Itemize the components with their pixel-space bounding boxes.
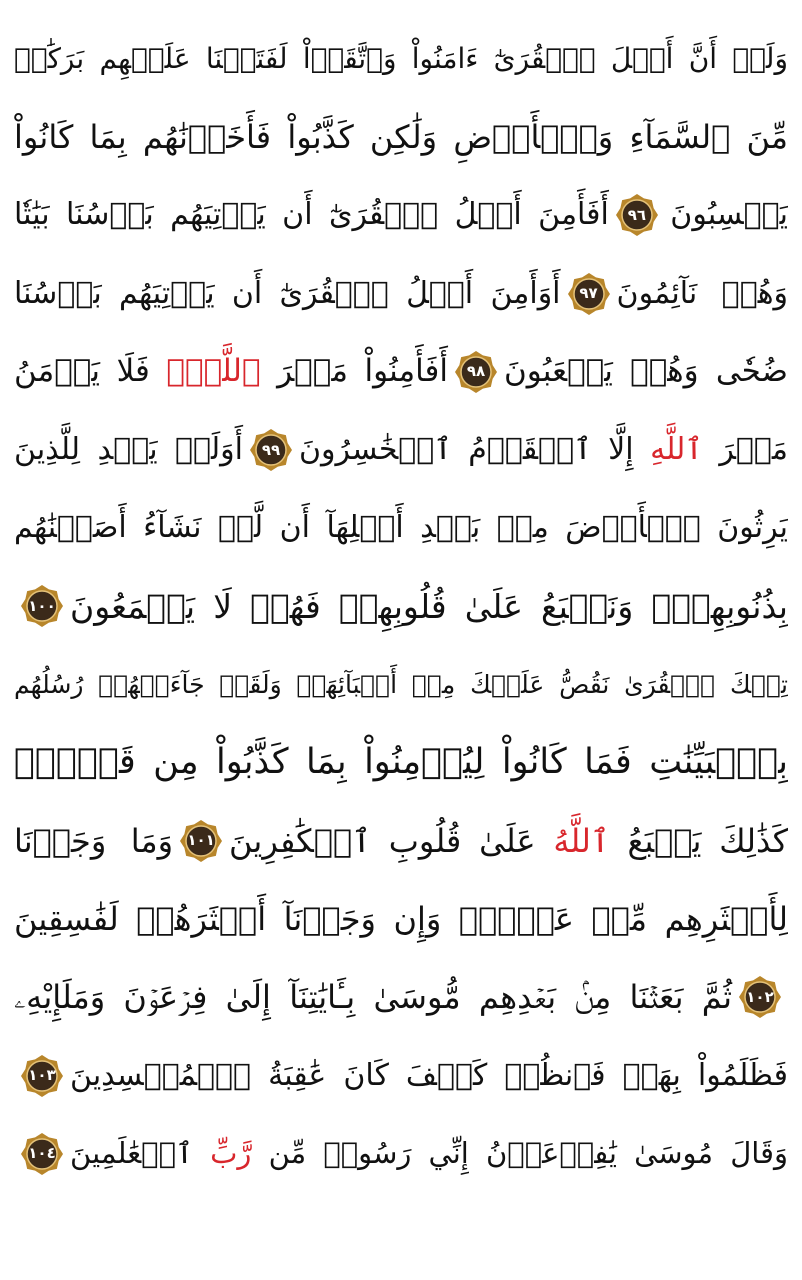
verse-line-text — [14, 821, 174, 860]
verse-line-text — [14, 42, 788, 76]
verse-line-text — [14, 510, 788, 546]
verse-text: وَهُمۡ نَآئِمُونَ — [616, 275, 788, 311]
verse-line-text — [70, 586, 788, 626]
verse-text: وَقَالَ مُوسَىٰ يَٰفِرۡعَوۡنُ إِنِّي رَسُولٞ مِّن — [268, 1136, 788, 1171]
ayah-number-marker — [738, 975, 782, 1019]
ayah-number: ٩٦ — [627, 205, 647, 224]
verse-text: بِٱلۡبَيِّنَٰتِ فَمَا كَانُواْ لِيُؤۡمِنُواْ بِمَا كَذَّبُواْ مِن قَبۡلُۚ — [14, 742, 788, 783]
ayah-number: ٩٩ — [261, 440, 281, 459]
verse-text: ضُحٗى وَهُمۡ يَلۡعَبُونَ — [503, 353, 788, 390]
ayah-number: ١٠١ — [187, 831, 215, 850]
verse-line — [14, 880, 788, 958]
verse-text: أَفَأَمِنُواْ مَكۡرَ — [277, 353, 448, 390]
verse-text: أَوَلَمۡ يَهۡدِ لِلَّذِينَ — [14, 432, 244, 468]
ayah-number-marker — [20, 1054, 64, 1098]
verse-text: ثُمَّ بَعَثۡنَا مِنۢ بَعۡدِهِم مُّوسَىٰ بِـَٔايَٰتِنَآ إِلَىٰ فِرۡعَوۡنَ وَمَلَإِيْهِۦ — [14, 978, 732, 1017]
verse-line — [14, 567, 788, 645]
verse-text: كَذَٰلِكَ يَطۡبَعُ — [627, 821, 788, 860]
ayah-number-marker — [179, 819, 223, 863]
verse-line-text — [14, 118, 788, 157]
verse-text: أَفَأَمِنَ أَهۡلُ ٱلۡقُرَىٰٓ أَن يَأۡتِيَهُم بَأۡسُنَا بَيَٰتٗا — [14, 197, 609, 233]
verse-text: وَمَا وَجَدۡنَا — [14, 821, 174, 860]
verse-line — [14, 411, 788, 489]
ayah-number-marker — [20, 1132, 64, 1176]
verse-text: لِأَكۡثَرِهِم مِّنۡ عَهۡدٖۖ وَإِن وَجَدۡنَآ أَكۡثَرَهُمۡ لَفَٰسِقِينَ — [14, 900, 788, 939]
verse-text: إِلَّا ٱلۡقَوۡمُ ٱلۡخَٰسِرُونَ — [299, 432, 634, 468]
verse-line-text — [14, 670, 788, 700]
verse-text: تِلۡكَ ٱلۡقُرَىٰ نَقُصُّ عَلَيۡكَ مِنۡ أَنۢبَآئِهَاۚ وَلَقَدۡ جَآءَتۡهُمۡ رُسُلُهُم — [14, 670, 788, 700]
verse-line — [14, 489, 788, 567]
verse-line — [14, 333, 788, 411]
verse-line-text — [14, 978, 732, 1017]
ayah-number-marker — [249, 428, 293, 472]
verse-line-text — [14, 900, 788, 939]
verse-text: ٱلۡعَٰلَمِينَ — [70, 1136, 193, 1171]
verse-line — [14, 1115, 788, 1193]
verse-line-text — [70, 1136, 788, 1171]
verse-text: مِّنَ ٱلسَّمَآءِ وَٱلۡأَرۡضِ وَلَٰكِن كَذَّبُواْ فَأَخَذۡنَٰهُم بِمَا كَانُواْ — [14, 118, 788, 157]
ayah-number: ٩٨ — [466, 362, 486, 381]
verse-line — [14, 176, 788, 254]
verse-text: فَلَا يَأۡمَنُ — [14, 353, 150, 390]
ayah-number: ١٠٠ — [28, 596, 56, 615]
verse-text: وَلَوۡ أَنَّ أَهۡلَ ٱلۡقُرَىٰٓ ءَامَنُواْ وَٱتَّقَوۡاْ لَفَتَحۡنَا عَلَيۡهِم بَرَكَٰتٖ — [14, 42, 788, 76]
verse-line — [14, 802, 788, 880]
verse-line-text — [14, 742, 788, 783]
ayah-number: ١٠٤ — [28, 1144, 56, 1163]
verse-line — [14, 724, 788, 802]
verse-line — [14, 98, 788, 176]
divine-name-text: رَّبِّ — [210, 1136, 252, 1171]
ayah-number-marker — [20, 584, 64, 628]
verse-text: أَوَأَمِنَ أَهۡلُ ٱلۡقُرَىٰٓ أَن يَأۡتِيَهُم بَأۡسُنَا — [14, 275, 561, 311]
verse-line — [14, 646, 788, 724]
verse-text: مَكۡرَ — [719, 432, 788, 468]
verse-line-text — [503, 353, 788, 390]
verse-line-text — [14, 432, 244, 468]
verse-line — [14, 1036, 788, 1114]
verse-line-text — [616, 275, 788, 311]
ayah-number-marker — [454, 350, 498, 394]
verse-line — [14, 255, 788, 333]
verse-text: فَظَلَمُواْ بِهَاۖ فَٱنظُرۡ كَيۡفَ كَانَ عَٰقِبَةُ ٱلۡمُفۡسِدِينَ — [70, 1057, 788, 1093]
verse-line-text — [70, 1057, 788, 1093]
divine-name-text: ٱللَّهُ — [553, 821, 610, 860]
ayah-number-marker — [615, 193, 659, 237]
verse-line-text — [229, 821, 788, 860]
verse-line-text — [665, 197, 788, 233]
verse-text: بِذُنُوبِهِمۡۚ وَنَطۡبَعُ عَلَىٰ قُلُوبِهِمۡ فَهُمۡ لَا يَسۡمَعُونَ — [70, 586, 788, 626]
divine-name-text: ٱللَّهِۚ — [166, 353, 261, 390]
verse-text: عَلَىٰ قُلُوبِ ٱلۡكَٰفِرِينَ — [229, 821, 536, 860]
ayah-number: ١٠٣ — [28, 1066, 56, 1085]
verse-text: يَكۡسِبُونَ — [670, 197, 788, 233]
verse-line — [14, 20, 788, 98]
verse-line-text — [14, 197, 609, 233]
verse-line-text — [14, 275, 561, 311]
ayah-number: ٩٧ — [579, 284, 598, 303]
ayah-number-marker — [567, 272, 611, 316]
verse-line-text — [299, 432, 788, 468]
ayah-number: ١٠٢ — [746, 987, 774, 1006]
verse-line-text — [14, 353, 448, 390]
verse-line — [14, 958, 788, 1036]
divine-name-text: ٱللَّهِ — [650, 432, 703, 468]
verse-text: يَرِثُونَ ٱلۡأَرۡضَ مِنۢ بَعۡدِ أَهۡلِهَآ أَن لَّوۡ نَشَآءُ أَصَبۡنَٰهُم — [14, 510, 788, 546]
